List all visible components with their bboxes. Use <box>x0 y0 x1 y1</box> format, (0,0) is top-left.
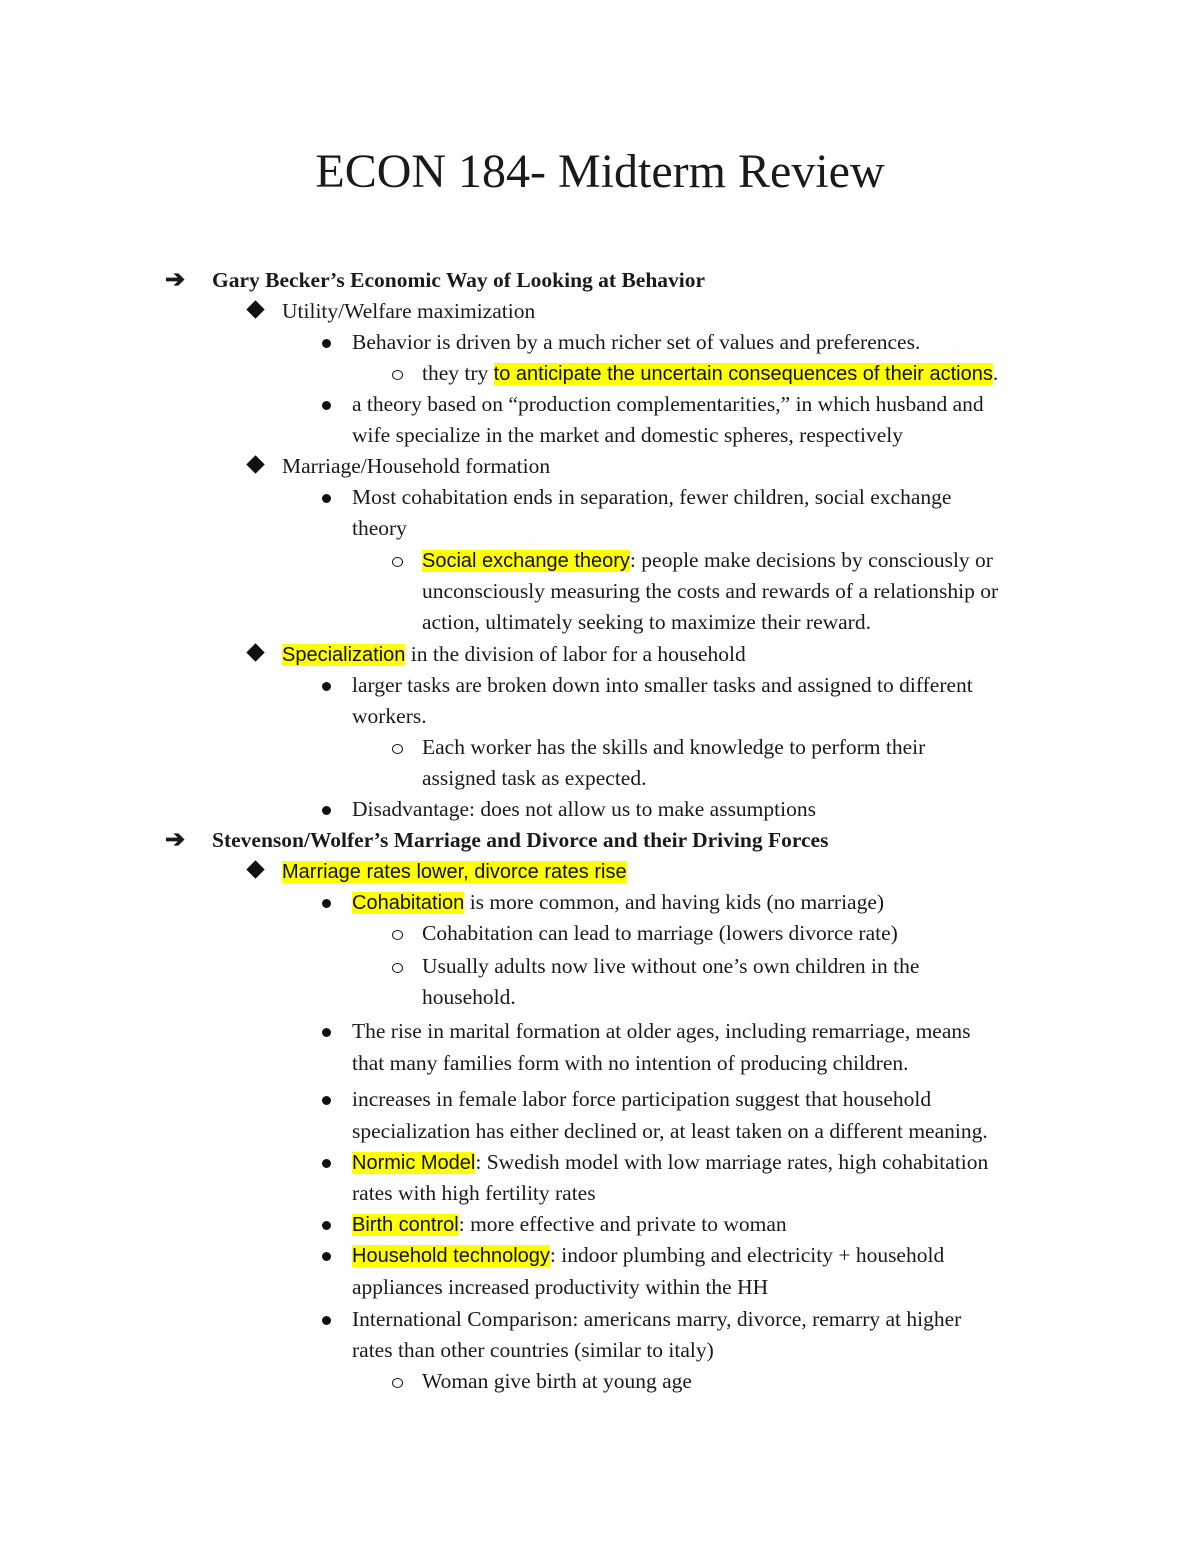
list-item-normic-model-cont: rates with high fertility rates <box>352 1181 596 1205</box>
list-item-marriage-formation: Marriage/Household formation <box>282 451 550 482</box>
list-item-female-labor: increases in female labor force participation suggest that household <box>352 1084 931 1115</box>
list-item-larger-tasks: larger tasks are broken down into smaller tasks and assigned to different <box>352 670 973 701</box>
list-item-international: International Comparison: americans marry, divorce, remarry at higher <box>352 1304 961 1335</box>
highlight: Normic Model <box>352 1152 476 1174</box>
list-item-specialization: Specialization in the division of labor for a household <box>282 639 746 671</box>
list-item-social-exchange-cont: unconsciously measuring the costs and rewards of a relationship or <box>422 579 999 603</box>
list-item-theory: a theory based on “production complementarities,” in which husband and <box>352 389 984 420</box>
list-item-adults-live-cont: household. <box>422 985 516 1009</box>
list-item-household-tech-cont: appliances increased productivity within the HH <box>352 1275 769 1299</box>
list-item-female-labor-cont: specialization has either declined or, at least taken on a different meaning. <box>352 1119 988 1143</box>
list-item-each-worker: Each worker has the skills and knowledge to perform their <box>422 732 925 763</box>
circle-bullet-icon <box>392 963 403 973</box>
list-item-cohabitation-ends-cont: theory <box>352 516 407 540</box>
list-item-household-tech: Household technology: indoor plumbing and electricity + household <box>352 1240 944 1272</box>
circle-bullet-icon <box>392 370 403 380</box>
dot-bullet-icon <box>322 339 331 348</box>
circle-bullet-icon <box>392 744 403 754</box>
section-heading-becker: ➔ Gary Becker’s Economic Way of Looking at Behavior <box>212 265 705 296</box>
dot-bullet-icon <box>322 1096 331 1105</box>
highlight: Cohabitation <box>352 892 465 914</box>
list-item-rise-marital-cont: that many families form with no intention of producing children. <box>352 1051 909 1075</box>
list-item-rise-marital: The rise in marital formation at older ages, including remarriage, means <box>352 1016 971 1047</box>
list-item-cohabitation-ends: Most cohabitation ends in separation, fewer children, social exchange <box>352 482 951 513</box>
list-item-cohab-marriage: Cohabitation can lead to marriage (lowers divorce rate) <box>422 918 898 949</box>
dot-bullet-icon <box>322 1316 331 1325</box>
highlight: Marriage rates lower, divorce rates rise <box>282 861 627 883</box>
highlight: Social exchange theory <box>422 550 630 572</box>
highlight: to anticipate the uncertain consequences of their actions <box>493 363 993 385</box>
list-item-adults-live: Usually adults now live without one’s own children in the <box>422 951 919 982</box>
list-item-birth-control: Birth control: more effective and private to woman <box>352 1209 787 1241</box>
list-item-each-worker-cont: assigned task as expected. <box>422 766 647 790</box>
list-item-larger-tasks-cont: workers. <box>352 704 427 728</box>
arrow-bullet-icon: ➔ <box>165 827 186 853</box>
dot-bullet-icon <box>322 494 331 503</box>
list-item-cohabitation: Cohabitation is more common, and having kids (no marriage) <box>352 887 884 919</box>
circle-bullet-icon <box>392 557 403 567</box>
arrow-bullet-icon: ➔ <box>165 267 186 293</box>
dot-bullet-icon <box>322 899 331 908</box>
list-item-social-exchange: Social exchange theory: people make decisions by consciously or <box>422 545 993 577</box>
highlight: Specialization <box>282 644 406 666</box>
list-item-normic-model: Normic Model: Swedish model with low marriage rates, high cohabitation <box>352 1147 988 1179</box>
list-item-international-cont: rates than other countries (similar to italy) <box>352 1338 714 1362</box>
dot-bullet-icon <box>322 401 331 410</box>
diamond-bullet-icon <box>246 643 264 661</box>
list-item-behavior: Behavior is driven by a much richer set of values and preferences. <box>352 327 920 358</box>
dot-bullet-icon <box>322 806 331 815</box>
circle-bullet-icon <box>392 1378 403 1388</box>
list-item-disadvantage: Disadvantage: does not allow us to make assumptions <box>352 794 816 825</box>
highlight: Birth control <box>352 1214 459 1236</box>
dot-bullet-icon <box>322 1028 331 1037</box>
diamond-bullet-icon <box>246 455 264 473</box>
list-item-utility: Utility/Welfare maximization <box>282 296 535 327</box>
list-item-anticipate: they try to anticipate the uncertain consequences of their actions. <box>422 358 998 390</box>
dot-bullet-icon <box>322 1252 331 1261</box>
section-heading-stevenson: ➔ Stevenson/Wolfer’s Marriage and Divorce and their Driving Forces <box>212 825 828 856</box>
highlight: Household technology <box>352 1245 550 1267</box>
dot-bullet-icon <box>322 1221 331 1230</box>
list-item-social-exchange-cont2: action, ultimately seeking to maximize their reward. <box>422 610 871 634</box>
circle-bullet-icon <box>392 930 403 940</box>
list-item-woman-birth: Woman give birth at young age <box>422 1366 692 1397</box>
dot-bullet-icon <box>322 1159 331 1168</box>
page-title: ECON 184- Midterm Review <box>315 145 885 198</box>
list-item-marriage-rates <box>282 856 627 888</box>
diamond-bullet-icon <box>246 300 264 318</box>
dot-bullet-icon <box>322 682 331 691</box>
diamond-bullet-icon <box>246 860 264 878</box>
list-item-theory-cont: wife specialize in the market and domestic spheres, respectively <box>352 423 904 447</box>
